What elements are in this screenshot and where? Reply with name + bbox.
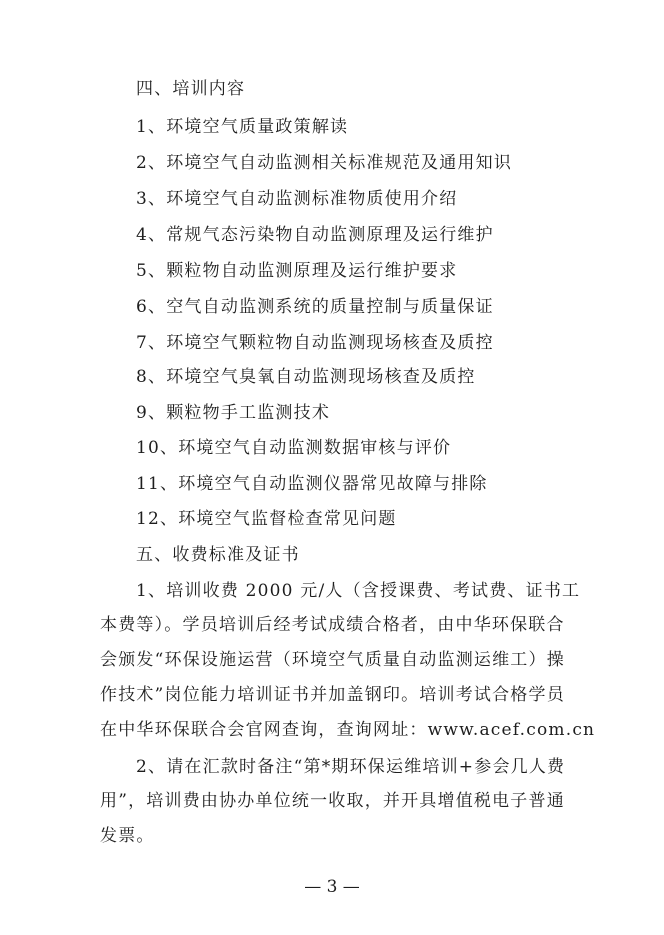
list-item: 8、环境空气臭氧自动监测现场核查及质控 (136, 367, 476, 387)
list-item: 7、环境空气颗粒物自动监测现场核查及质控 (136, 333, 494, 353)
paragraph-line: 1、培训收费 2000 元/人（含授课费、考试费、证书工 (136, 581, 581, 601)
list-item: 6、空气自动监测系统的质量控制与质量保证 (136, 297, 494, 317)
paragraph-line: 2、请在汇款时备注“第*期环保运维培训+参会几人费 (136, 757, 566, 777)
paragraph-line: 在中华环保联合会官网查询，查询网址：www.acef.com.cn (100, 720, 596, 740)
section-heading-training-content: 四、培训内容 (136, 79, 246, 99)
list-item: 4、常规气态污染物自动监测原理及运行维护 (136, 225, 494, 245)
paragraph-line: 会颁发“环保设施运营（环境空气质量自动监测运维工）操 (100, 650, 565, 670)
paragraph-line: 发票。 (100, 826, 155, 846)
list-item: 1、环境空气质量政策解读 (136, 117, 349, 137)
list-item: 10、环境空气自动监测数据审核与评价 (136, 438, 452, 458)
page-number: — 3 — (304, 877, 360, 897)
paragraph-line: 本费等）。学员培训后经考试成绩合格者，由中华环保联合 (100, 615, 565, 635)
list-item: 3、环境空气自动监测标准物质使用介绍 (136, 189, 458, 209)
list-item: 11、环境空气自动监测仪器常见故障与排除 (136, 474, 488, 494)
list-item: 2、环境空气自动监测相关标准规范及通用知识 (136, 153, 513, 173)
paragraph-line: 用”，培训费由协办单位统一收取，并开具增值税电子普通 (100, 791, 565, 811)
list-item: 9、颗粒物手工监测技术 (136, 403, 331, 423)
list-item: 12、环境空气监督检查常见问题 (136, 509, 397, 529)
list-item: 5、颗粒物自动监测原理及运行维护要求 (136, 261, 458, 281)
section-heading-fees-certificate: 五、收费标准及证书 (136, 545, 300, 565)
paragraph-line: 作技术”岗位能力培训证书并加盖钢印。培训考试合格学员 (100, 685, 565, 705)
